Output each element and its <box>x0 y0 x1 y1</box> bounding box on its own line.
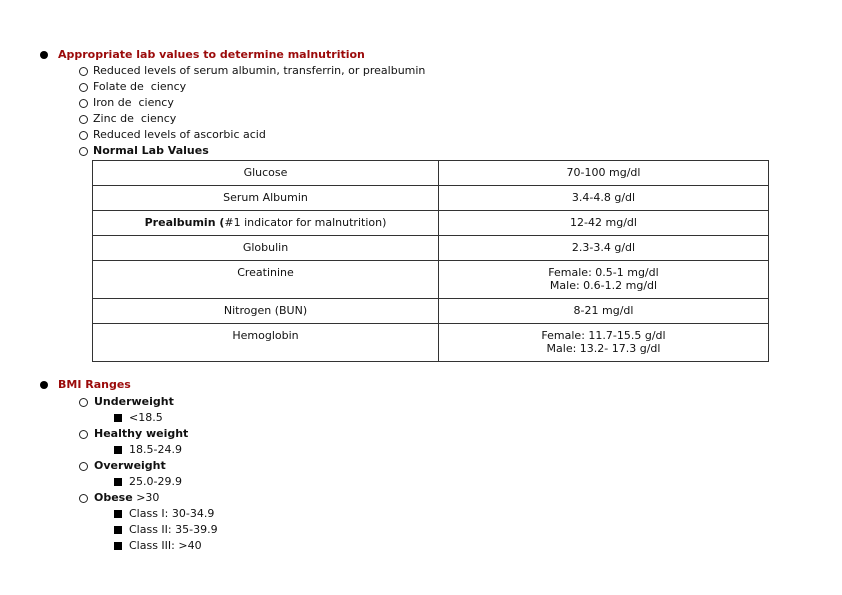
bmi-category-overweight: Overweight <box>94 459 166 472</box>
bullet-circle-icon <box>79 67 88 76</box>
lab-test-cell: Globulin <box>93 236 439 261</box>
bullet-circle-icon <box>79 83 88 92</box>
bullet-circle-icon <box>79 462 88 471</box>
bmi-range: <18.5 <box>129 411 163 424</box>
lab-test-cell: Glucose <box>93 161 439 186</box>
bmi-category-underweight: Underweight <box>94 395 174 408</box>
bullet-square-icon <box>114 478 122 486</box>
lab-value-cell: 2.3-3.4 g/dl <box>439 236 769 261</box>
lab-value-cell: 70-100 mg/dl <box>439 161 769 186</box>
bullet-circle-icon <box>79 115 88 124</box>
bullet-square-icon <box>114 446 122 454</box>
bullet-circle-icon <box>79 430 88 439</box>
lab-test-bold: Prealbumin ( <box>144 216 225 229</box>
lab-value-cell: 12-42 mg/dl <box>439 211 769 236</box>
bullet-square-icon <box>114 542 122 550</box>
bmi-category-obese: Obese >30 <box>94 491 160 504</box>
table-row <box>93 299 769 324</box>
bullet-circle-icon <box>79 494 88 503</box>
lab-test-cell: Creatinine <box>93 261 439 299</box>
lab-test-cell: Serum Albumin <box>93 186 439 211</box>
table-row <box>93 261 769 299</box>
bullet-square-icon <box>114 526 122 534</box>
table-row <box>93 161 769 186</box>
table-row <box>93 186 769 211</box>
bullet-circle-icon <box>79 131 88 140</box>
lab-test-cell: Hemoglobin <box>93 324 439 362</box>
bmi-range: 18.5-24.9 <box>129 443 182 456</box>
bullet-disc-icon <box>40 381 48 389</box>
lab-value-cell: Female: 11.7-15.5 g/dl Male: 13.2- 17.3 g/dl <box>439 324 769 362</box>
lab-values-table <box>92 160 769 362</box>
table-row <box>93 324 769 362</box>
list-item: Reduced levels of serum albumin, transferrin, or prealbumin <box>93 64 426 77</box>
section-heading-bmi: BMI Ranges <box>58 378 131 391</box>
lab-test-cell: Prealbumin (#1 indicator for malnutrition) <box>93 211 439 236</box>
bullet-circle-icon <box>79 99 88 108</box>
bullet-square-icon <box>114 414 122 422</box>
list-item: Zinc de ciency <box>93 112 177 125</box>
list-item: Folate de ciency <box>93 80 187 93</box>
bmi-range: Class III: >40 <box>129 539 202 552</box>
bullet-disc-icon <box>40 51 48 59</box>
section-heading-malnutrition: Appropriate lab values to determine malnutrition <box>58 48 365 61</box>
lab-value-cell: 3.4-4.8 g/dl <box>439 186 769 211</box>
lab-value-cell: 8-21 mg/dl <box>439 299 769 324</box>
lab-value-cell: Female: 0.5-1 mg/dl Male: 0.6-1.2 mg/dl <box>439 261 769 299</box>
table-row <box>93 211 769 236</box>
bmi-range: 25.0-29.9 <box>129 475 182 488</box>
list-item: Reduced levels of ascorbic acid <box>93 128 266 141</box>
bullet-circle-icon <box>79 398 88 407</box>
list-item: Iron de ciency <box>93 96 174 109</box>
table-row <box>93 236 769 261</box>
table-label: Normal Lab Values <box>93 144 209 157</box>
lab-test-cell: Nitrogen (BUN) <box>93 299 439 324</box>
bmi-category-healthy: Healthy weight <box>94 427 189 440</box>
bmi-range: Class I: 30-34.9 <box>129 507 215 520</box>
bullet-square-icon <box>114 510 122 518</box>
bullet-circle-icon <box>79 147 88 156</box>
bmi-range: Class II: 35-39.9 <box>129 523 218 536</box>
